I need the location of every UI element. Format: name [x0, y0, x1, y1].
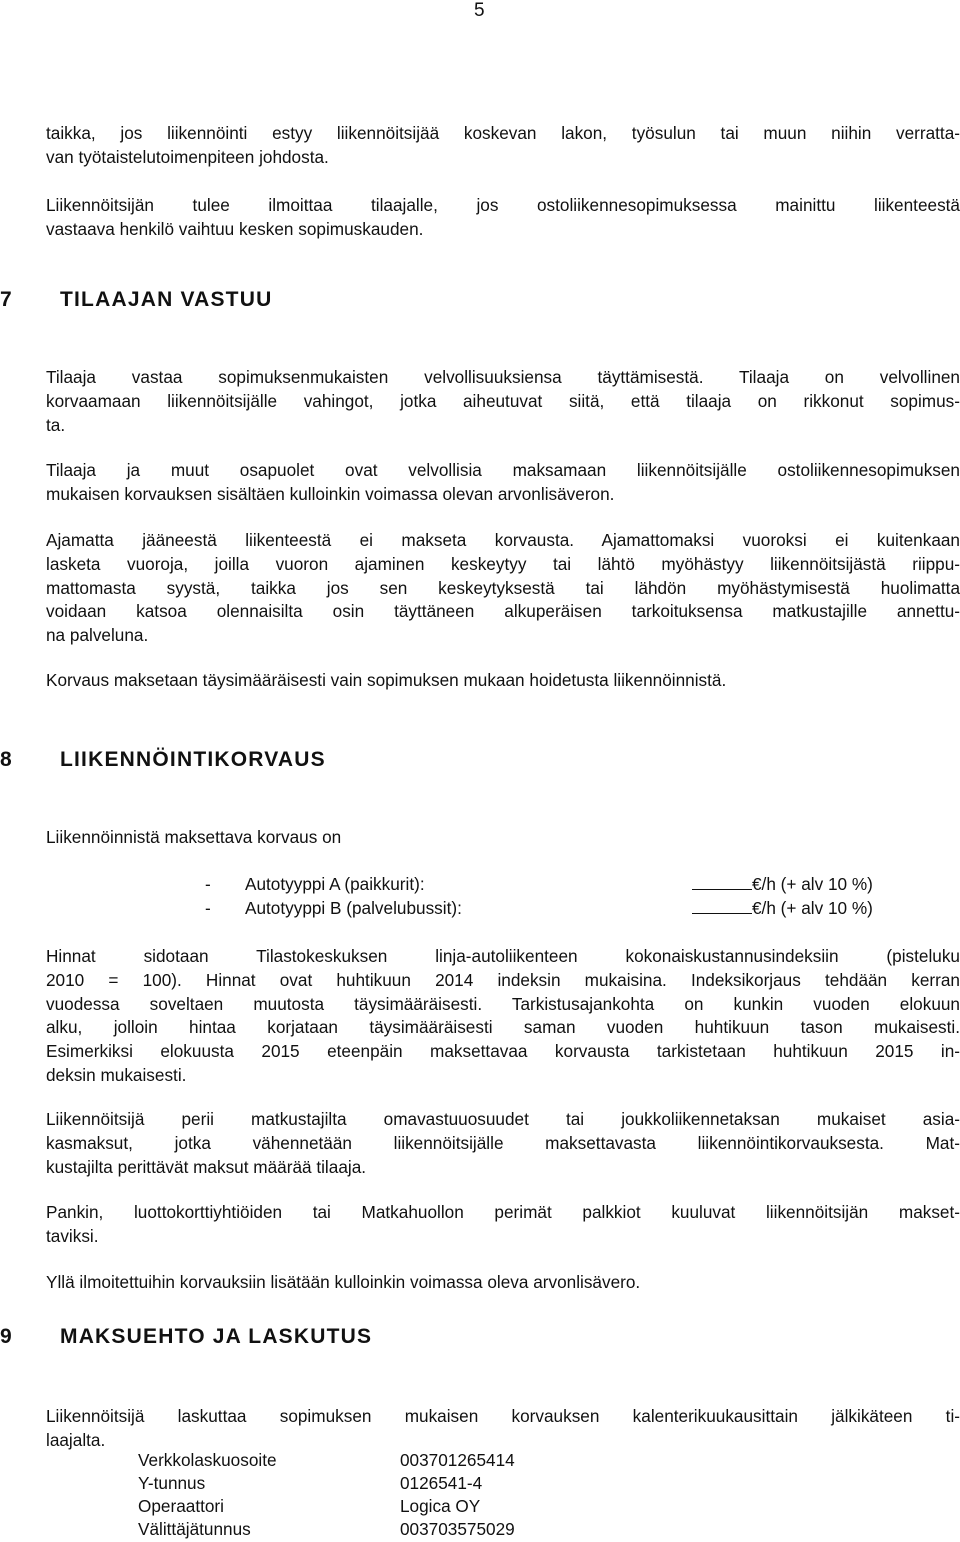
text-line: kasmaksut, jotka vähennetään liikennöitsijälle maksettavasta liikennöintikorvauksesta. Mat- — [46, 1132, 960, 1153]
text-line: Liikennöitsijä perii matkustajilta omavastuuosuudet tai joukkoliikennetaksan mukaiset asia- — [46, 1109, 960, 1129]
paragraph-contact-change — [46, 194, 960, 242]
billing-info-value: 0126541-4 — [400, 1473, 483, 1493]
paragraph-invoicing — [46, 1405, 960, 1453]
text-line: laajalta. — [46, 1429, 106, 1450]
section-title: MAKSUEHTO JA LASKUTUS — [60, 1325, 373, 1348]
billing-info-row — [138, 1473, 482, 1494]
billing-info-key: Verkkolaskuosoite — [138, 1450, 277, 1470]
text-line: korvaamaan liikennöitsijälle vahingot, jotka aiheutuvat siitä, että tilaaja on rikkonut sopimus- — [46, 390, 960, 411]
text-line: van työtaistelutoimenpiteen johdosta. — [46, 146, 329, 167]
text-line: ta. — [46, 414, 66, 435]
text-line: Liikennöinnistä maksettava korvaus on — [46, 827, 342, 847]
text-line: Yllä ilmoitettuihin korvauksiin lisätään kulloinkin voimassa oleva arvonlisävero. — [46, 1272, 641, 1292]
text-line: vuodessa soveltaen muutosta täysimääräisesti. Tarkistusajankohta on kunkin vuoden elokuun — [46, 993, 960, 1014]
vehicle-type-label: Autotyyppi B (palvelubussit): — [245, 898, 462, 918]
billing-info-key: Operaattori — [138, 1496, 224, 1516]
blank-price-line — [692, 874, 752, 890]
paragraph-passenger-fees — [46, 1108, 960, 1179]
text-line: Tilaaja ja muut osapuolet ovat velvollisia maksamaan liikennöitsijälle ostoliikennesopimuksen — [46, 460, 960, 480]
text-line: voidaan katsoa olennaisilta osin täyttäneen alkuperäisen tarkoituksensa matkustajille annettu- — [46, 601, 960, 622]
section-heading-7 — [0, 288, 272, 312]
blank-price-line — [692, 898, 752, 914]
billing-info-key: Välittäjätunnus — [138, 1519, 251, 1539]
text-line: 2010 = 100). Hinnat ovat huhtikuun 2014 indeksin mukaisina. Indeksikorjaus tehdään kerran — [46, 969, 960, 990]
price-field — [692, 898, 873, 919]
billing-info-key: Y-tunnus — [138, 1473, 206, 1493]
list-dash: - — [205, 898, 211, 918]
price-list-item — [205, 898, 462, 919]
section-heading-9 — [0, 1325, 372, 1349]
price-unit: €/h (+ alv 10 %) — [752, 874, 873, 894]
section-number: 8 — [0, 748, 13, 771]
billing-info-row — [138, 1450, 515, 1471]
paragraph-client-obligations — [46, 366, 960, 437]
price-list-item — [205, 874, 425, 895]
section-title: TILAAJAN VASTUU — [60, 288, 273, 311]
price-unit: €/h (+ alv 10 %) — [752, 898, 873, 918]
text-line: Esimerkiksi elokuusta 2015 eteenpäin maksettavaa korvausta tarkistetaan huhtikuun 2015 in- — [46, 1041, 960, 1062]
vehicle-type-label: Autotyyppi A (paikkurit): — [245, 874, 425, 894]
text-line: alku, jolloin hintaa korjataan täysimääräisesti saman vuoden huhtikuun tason mukaisesti. — [46, 1017, 960, 1038]
text-line: Hinnat sidotaan Tilastokeskuksen linja-autoliikenteen kokonaiskustannusindeksiin (pisteluku — [46, 946, 960, 966]
paragraph-card-fees — [46, 1201, 960, 1249]
text-line: taviksi. — [46, 1225, 99, 1246]
billing-info-row — [138, 1519, 515, 1540]
section-title: LIIKENNÖINTIKORVAUS — [60, 748, 326, 771]
text-line: Pankin, luottokorttiyhtiöiden tai Matkahuollon perimät palkkiot kuuluvat liikennöitsijän makset- — [46, 1202, 960, 1222]
text-line: deksin mukaisesti. — [46, 1064, 187, 1085]
list-dash: - — [205, 874, 211, 894]
section-heading-8 — [0, 748, 326, 772]
billing-info-value: Logica OY — [400, 1496, 481, 1516]
text-line: taikka, jos liikennöinti estyy liikennöitsijää koskevan lakon, työsulun tai muun niihin verratta- — [46, 123, 960, 143]
paragraph-indexation — [46, 945, 960, 1088]
text-line: kustajilta perittävät maksut määrää tilaaja. — [46, 1156, 367, 1177]
text-line: Liikennöitsijän tulee ilmoittaa tilaajalle, jos ostoliikennesopimuksessa mainittu liikenteestä — [46, 195, 960, 215]
text-line: Korvaus maksetaan täysimääräisesti vain sopimuksen mukaan hoidetusta liikennöinnistä. — [46, 670, 727, 690]
paragraph-missed-service — [46, 529, 960, 648]
text-line: vastaava henkilö vaihtuu kesken sopimuskauden. — [46, 218, 424, 239]
paragraph-compensation-intro — [46, 826, 960, 850]
paragraph-vat — [46, 1271, 960, 1295]
text-line: Ajamatta jääneestä liikenteestä ei makseta korvausta. Ajamattomaksi vuoroksi ei kuitenkaan — [46, 530, 960, 550]
billing-info-value: 003703575029 — [400, 1519, 515, 1539]
paragraph-strike-clause — [46, 122, 960, 170]
paragraph-full-compensation — [46, 669, 960, 693]
billing-info-value: 003701265414 — [400, 1450, 515, 1470]
text-line: Liikennöitsijä laskuttaa sopimuksen mukaisen korvauksen kalenterikuukausittain jälkikäteen ti- — [46, 1406, 960, 1426]
price-field — [692, 874, 873, 895]
text-line: mattomasta syystä, taikka jos sen keskeytyksestä tai lähdön myöhästymisestä huolimatta — [46, 577, 960, 598]
text-line: na palveluna. — [46, 625, 149, 646]
section-number: 9 — [0, 1325, 13, 1348]
page-number: 5 — [474, 0, 485, 21]
text-line: mukaisen korvauksen sisältäen kulloinkin voimassa olevan arvonlisäveron. — [46, 483, 615, 504]
text-line: lasketa vuoroja, joilla vuoron ajaminen keskeytyy tai lähtö myöhästyy liikennöitsijästä riippu- — [46, 553, 960, 574]
section-number: 7 — [0, 288, 13, 311]
text-line: Tilaaja vastaa sopimuksenmukaisten velvollisuuksiensa täyttämisestä. Tilaaja on velvollinen — [46, 367, 960, 387]
paragraph-payment-duty — [46, 459, 960, 507]
billing-info-row — [138, 1496, 480, 1517]
